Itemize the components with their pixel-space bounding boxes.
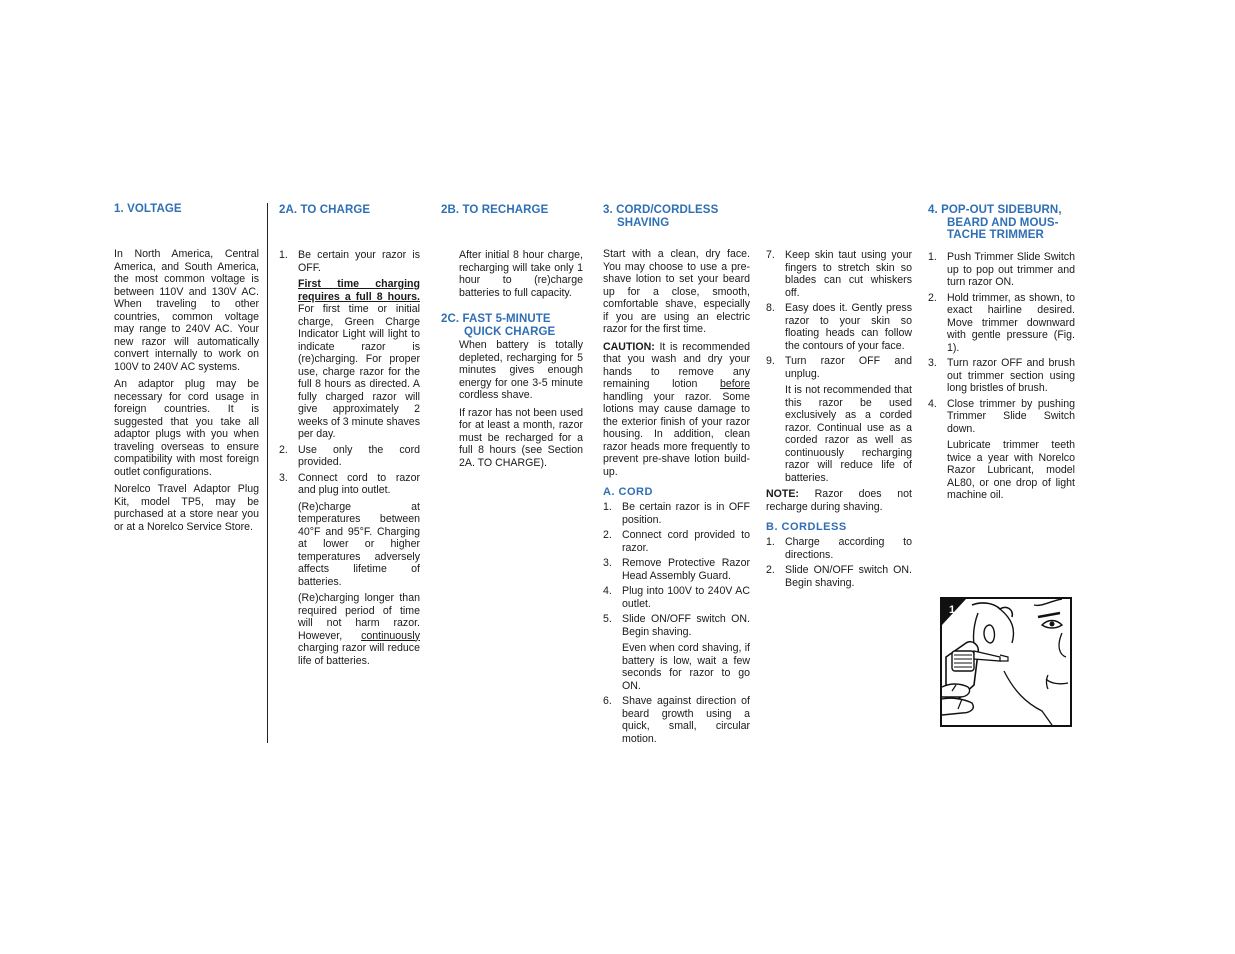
voltage-para-2: An adaptor plug may be necessary for cord usage in foreign countries. It is suggested that you take all adaptor plugs with you when traveling overseas to ensure compatibility with most foreign outlet configurations. bbox=[114, 378, 259, 478]
shaving-continued-body bbox=[766, 249, 912, 592]
list-item: 8. Easy does it. Gently press razor to your skin so floating heads can follow the contours of your face. bbox=[766, 302, 912, 352]
list-item: 3. Connect cord to razor and plug into outlet. (Re)charge at temperatures between 40°F and 95°F. Charging at lower or higher temperatures adversely affects lifetime of batteries. (Re)charging longer than required period of time will not harm razor. However, continuously charging razor will reduce life of batteries. bbox=[279, 471, 420, 667]
trimmer-figure bbox=[940, 597, 1072, 727]
list-item: 2. Use only the cord provided. bbox=[279, 443, 420, 468]
list-item: 1. Be certain razor is in OFF position. bbox=[603, 501, 750, 526]
list-item: 3. Turn razor OFF and brush out trimmer section using long bristles of brush. bbox=[928, 357, 1075, 394]
recharge-para: After initial 8 hour charge, recharging will take only 1 hour to (re)charge batteries to full capacity. bbox=[459, 249, 583, 299]
quick-charge-body bbox=[459, 339, 583, 474]
caution-para: CAUTION: It is recommended that you wash and dry your hands to remove any remaining lotion before handling your razor. Some lotions may cause damage to the exterior finish of your razor housing. In addition, clean razor heads more frequently to prevent pre-shave lotion build-up. bbox=[603, 340, 750, 478]
note-para: NOTE: Razor does not recharge during shaving. bbox=[766, 488, 912, 513]
column-divider bbox=[267, 203, 268, 743]
trimmer-body bbox=[928, 251, 1075, 505]
voltage-para-3: Norelco Travel Adaptor Plug Kit, model TP5, may be purchased at a store near you or at a Norelco Service Store. bbox=[114, 483, 259, 533]
quick-charge-para-1: When battery is totally depleted, recharging for 5 minutes gives enough energy for one 3-5 minute cordless shave. bbox=[459, 339, 583, 401]
list-item: 1. Be certain your razor is OFF. First time charging requires a full 8 hours. For first time or initial charge, Green Charge Indicator Light will light to indicate razor is (re)charging. For proper use, charge razor for the full 8 hours as directed. A fully charged razor will give approximately 2 weeks of 3 minute shaves per day. bbox=[279, 249, 420, 440]
trimmer-heading: 4. POP-OUT SIDEBURN, BEARD AND MOUS- TACHE TRIMMER bbox=[928, 204, 1062, 241]
cord-cordless-body bbox=[603, 248, 750, 748]
figure-number: 1 bbox=[949, 604, 956, 616]
list-item: 9. Turn razor OFF and unplug. It is not recommended that this razor be used exclusively as a corded razor. Continual use as a corded razor as well as continuously recharging razor will reduce life of batteries. bbox=[766, 355, 912, 484]
list-item: 7. Keep skin taut using your fingers to stretch skin so blades can cut whiskers off. bbox=[766, 249, 912, 299]
cord-subheading: A. CORD bbox=[603, 486, 653, 498]
voltage-para-1: In North America, Central America, and South America, the most common voltage is between 110V and 130V AC. When traveling to other countries, common voltage may range to 240V AC. Your new razor will automatically convert internally to work on 100V to 240V AC systems. bbox=[114, 248, 259, 373]
to-charge-body bbox=[279, 249, 420, 670]
voltage-heading: 1. VOLTAGE bbox=[114, 203, 182, 215]
list-item: 1. Push Trimmer Slide Switch up to pop out trimmer and turn razor ON. bbox=[928, 251, 1075, 288]
list-item: 1. Charge according to directions. bbox=[766, 536, 912, 561]
list-item: 2. Connect cord provided to razor. bbox=[603, 529, 750, 554]
list-item: 2. Slide ON/OFF switch ON. Begin shaving. bbox=[766, 564, 912, 589]
trimming-sideburn-illustration bbox=[942, 599, 1070, 725]
voltage-body bbox=[114, 248, 259, 538]
list-item: 2. Hold trimmer, as shown, to exact hairline desired. Move trimmer downward with gentle pressure (Fig. 1). bbox=[928, 291, 1075, 354]
quick-charge-heading: 2C. FAST 5-MINUTE QUICK CHARGE bbox=[441, 313, 556, 338]
to-recharge-body bbox=[459, 249, 583, 304]
to-recharge-heading: 2B. TO RECHARGE bbox=[441, 204, 549, 216]
list-item: 4. Close trimmer by pushing Trimmer Slide Switch down. Lubricate trimmer teeth twice a year with Norelco Razor Lubricant, model AL80, or one drop of light machine oil. bbox=[928, 397, 1075, 501]
list-item: 6. Shave against direction of beard growth using a quick, small, circular motion. bbox=[603, 695, 750, 745]
quick-charge-para-2: If razor has not been used for at least a month, razor must be recharged for a full 8 hours (see Section 2A. TO CHARGE). bbox=[459, 406, 583, 469]
list-item: 3. Remove Protective Razor Head Assembly Guard. bbox=[603, 557, 750, 582]
cordless-subheading: B. CORDLESS bbox=[766, 521, 847, 533]
list-item: 5. Slide ON/OFF switch ON. Begin shaving. Even when cord shaving, if battery is low, wait a few seconds for razor to go ON. bbox=[603, 613, 750, 692]
list-item: 4. Plug into 100V to 240V AC outlet. bbox=[603, 585, 750, 610]
shaving-intro: Start with a clean, dry face. You may choose to use a pre-shave lotion to set your beard up for a close, smooth, comfortable shave, especially if you are using an electric razor for the first time. bbox=[603, 248, 750, 335]
to-charge-heading: 2A. TO CHARGE bbox=[279, 204, 371, 216]
cord-cordless-heading: 3. CORD/CORDLESS SHAVING bbox=[603, 204, 719, 229]
